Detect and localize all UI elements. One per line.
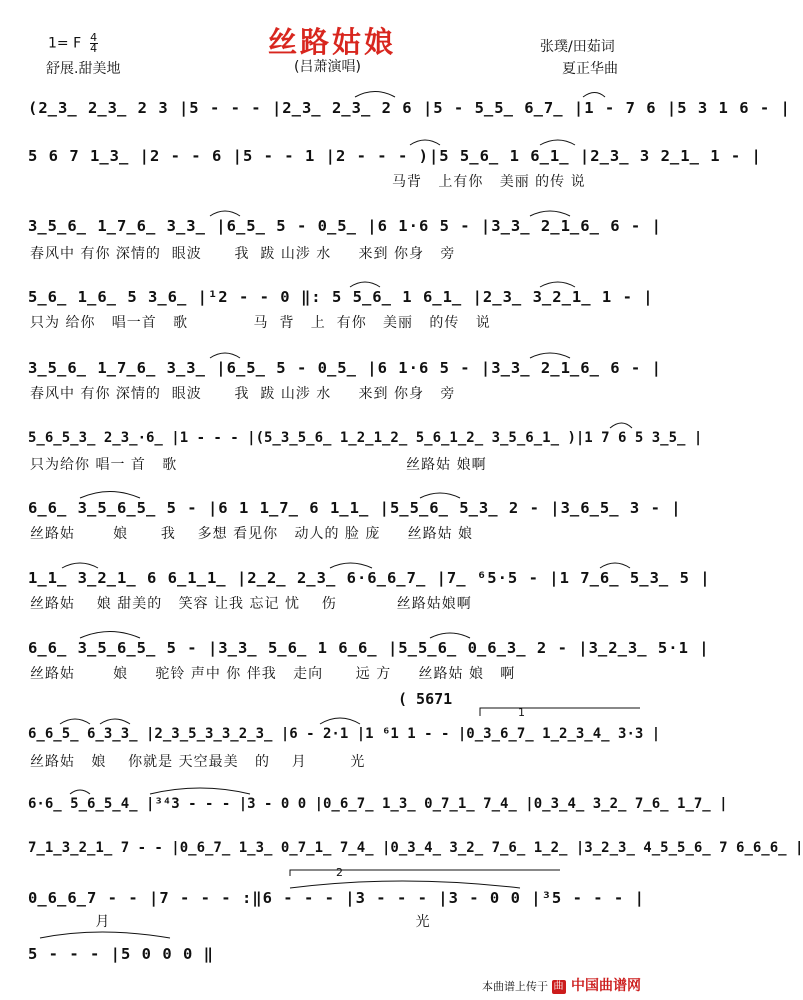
upload-footer: [482, 975, 641, 995]
volta-1-label: 1: [518, 706, 525, 719]
volta-2-label: 2: [336, 866, 343, 879]
notation-row-5: 3̲5̲6̲ 1̲7̲6̲ 3̲3̲ |6̲5̲ 5 - 0̲5̲ |6 1·6 5 - |3̲3̲ 2̲1̲6̲ 6 - |: [28, 359, 662, 377]
meter-bottom: 4: [90, 42, 98, 55]
notation-row-2: 5 6 7 1̲3̲ |2 - - 6 |5 - - 1 |2 - - - )|5 5̲6̲ 1 6̲1̲ |2̲3̲ 3 2̲1̲ 1 - |: [28, 147, 762, 165]
notation-row-4: 5̲6̲ 1̲6̲ 5 3̲6̲ |¹2 - - 0 ‖: 5 5̲6̲ 1 6̲1̲ |2̲3̲ 3̲2̲1̲ 1 - |: [28, 288, 654, 306]
key-text: 1= F: [48, 35, 82, 52]
lyrics-row-5: 春风中 有你 深情的 眼波 我 跋 山涉 水 来到 你身 旁: [30, 386, 456, 402]
notation-row-13: 0̲6̲6̲7 - - |7 - - - :‖6 - - - |3 - - - |3 - 0 0 |³5 - - - |: [28, 889, 645, 907]
site-logo-icon: 曲: [553, 981, 564, 992]
pickup-note: ( 5671: [398, 690, 453, 708]
lyrics-row-4: 只为 给你 唱一首 歌 马 背 上 有你 美丽 的传 说: [30, 315, 491, 331]
notation-row-1: (2̲3̲ 2̲3̲ 2 3 |5 - - - |2̲3̲ 2̲3̲ 2 6 |5 - 5̲5̲ 6̲7̲ |1 - 7 6 |5 3 1 6 - |: [28, 99, 791, 117]
notation-row-3: 3̲5̲6̲ 1̲7̲6̲ 3̲3̲ |6̲5̲ 5 - 0̲5̲ |6 1·6 5 - |3̲3̲ 2̲1̲6̲ 6 - |: [28, 217, 662, 235]
singer-credit: (吕萧演唱): [294, 59, 361, 75]
key-signature: [48, 33, 98, 54]
meter-top: 4: [90, 31, 98, 44]
site-name: 中国曲谱网: [571, 978, 641, 994]
tempo-marking: 舒展.甜美地: [46, 61, 121, 77]
composer-credit: 夏正华曲: [562, 61, 618, 77]
lyrics-row-8: 丝路姑 娘 甜美的 笑容 让我 忘记 忧 伤 丝路姑娘啊: [30, 596, 472, 612]
lyrics-row-7: 丝路姑 娘 我 多想 看见你 动人的 脸 庞 丝路姑 娘: [30, 526, 474, 542]
upload-text: 本曲谱上传于: [482, 980, 548, 993]
lyrics-row-6: 只为给你 唱一 首 歌 丝路姑 娘啊: [30, 457, 487, 473]
notation-row-11: 6·6̲ 5̲6̲5̲4̲ |³⁴3 - - - |3 - 0 0 |0̲6̲7̲ 1̲3̲ 0̲7̲1̲ 7̲4̲ |0̲3̲4̲ 3̲2̲ 7̲6̲ 1̲7̲ |: [28, 796, 728, 812]
notation-row-12: 7̲1̲3̲2̲1̲ 7 - - |0̲6̲7̲ 1̲3̲ 0̲7̲1̲ 7̲4̲ |0̲3̲4̲ 3̲2̲ 7̲6̲ 1̲2̲ |3̲2̲3̲ 4̲5̲5̲6̲ 7 6̲6̲6̲ |: [28, 840, 803, 856]
notation-row-7: 6̲6̲ 3̲5̲6̲5̲ 5 - |6 1 1̲7̲ 6 1̲1̲ |5̲5̲6̲ 5̲3̲ 2 - |3̲6̲5̲ 3 - |: [28, 499, 682, 517]
lyrics-row-2: 马背 上有你 美丽 的传 说: [392, 174, 586, 190]
lyrics-row-9: 丝路姑 娘 驼铃 声中 你 伴我 走向 远 方 丝路姑 娘 啊: [30, 666, 516, 682]
lyricist-credit: 张璞/田茹词: [540, 39, 615, 55]
notation-row-8: 1̲1̲ 3̲2̲1̲ 6 6̲1̲1̲ |2̲2̲ 2̲3̲ 6·6̲6̲7̲ |7̲ ⁶5·5 - |1 7̲6̲ 5̲3̲ 5 |: [28, 569, 711, 587]
page-title: 丝路姑娘: [268, 25, 397, 59]
lyrics-row-3: 春风中 有你 深情的 眼波 我 跋 山涉 水 来到 你身 旁: [30, 246, 456, 262]
lyrics-row-13: 月 光: [30, 914, 431, 930]
lyrics-row-10: 丝路姑 娘 你就是 天空最美 的 月 光: [30, 754, 366, 770]
notation-row-6: 5̲6̲5̲3̲ 2̲3̲·6̲ |1 - - - |(5̲3̲5̲6̲ 1̲2̲1̲2̲ 5̲6̲1̲2̲ 3̲5̲6̲1̲ )|1 7 6 5 3̲5̲ |: [28, 430, 703, 446]
time-signature: [90, 33, 98, 54]
notation-row-10: 6̲6̲5̲ 6̲3̲3̲ |2̲3̲5̲3̲3̲2̲3̲ |6 - 2·1 |1 ⁶1 1 - - |0̲3̲6̲7̲ 1̲2̲3̲4̲ 3·3 |: [28, 726, 661, 742]
notation-row-14: 5 - - - |5 0 0 0 ‖: [28, 945, 214, 963]
notation-row-9: 6̲6̲ 3̲5̲6̲5̲ 5 - |3̲3̲ 5̲6̲ 1 6̲6̲ |5̲5̲6̲ 0̲6̲3̲ 2 - |3̲2̲3̲ 5·1 |: [28, 639, 710, 657]
